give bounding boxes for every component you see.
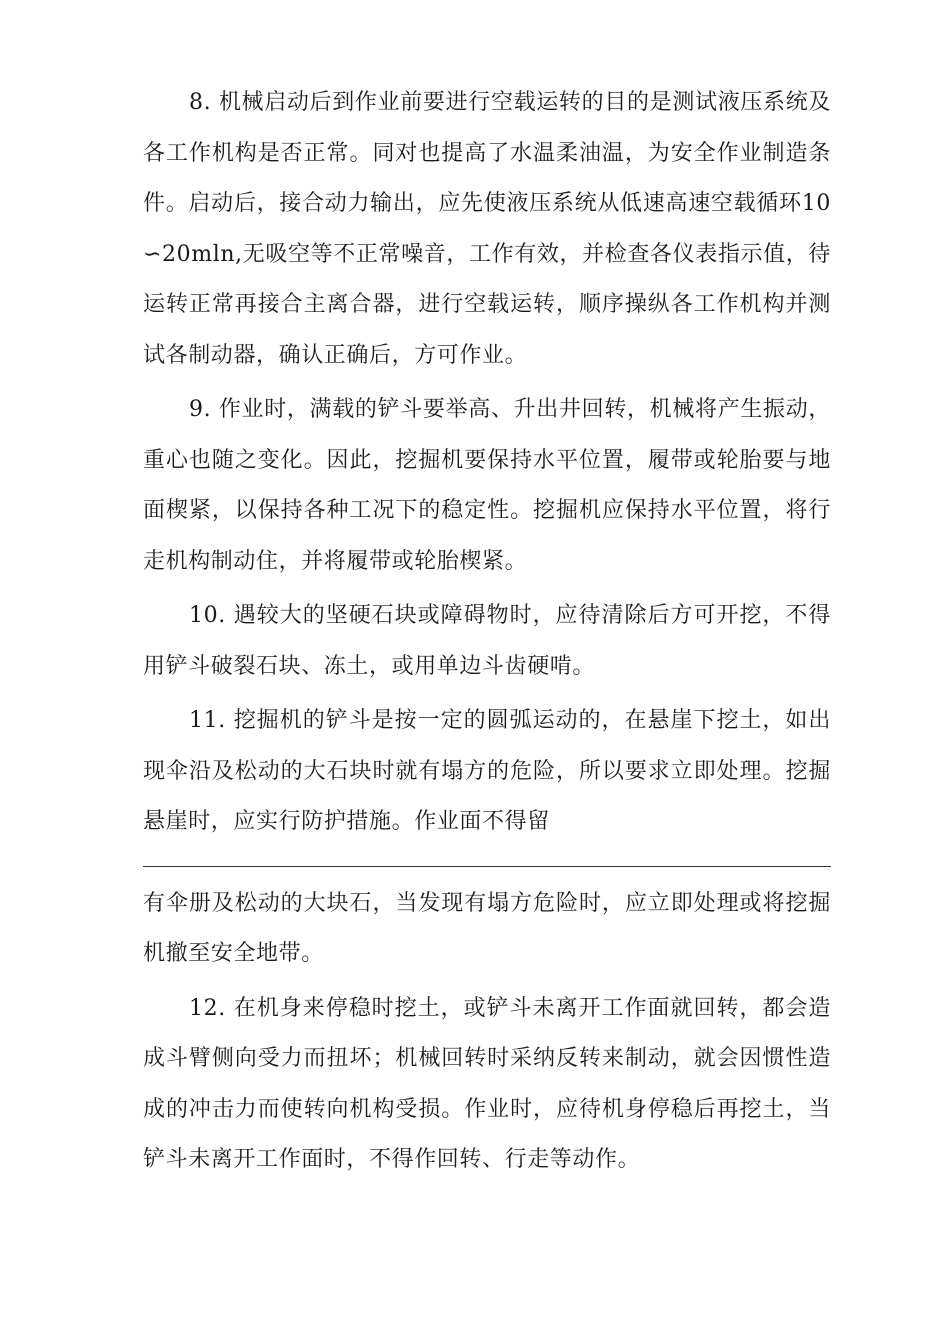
paragraph-item-11-continued: 有伞册及松动的大块石，当发现有塌方危险时，应立即处理或将挖掘机撤至安全地带。 [143, 890, 831, 966]
horizontal-divider [143, 866, 831, 867]
paragraph-item-11: 11. 挖掘机的铲斗是按一定的圆弧运动的，在悬崖下挖土，如出现伞沿及松动的大石块时就有塌方的危险，所以要求立即处理。挖掘悬崖时，应实行防护措施。作业面不得留 [143, 708, 831, 834]
paragraph-item-9: 9. 作业时，满载的铲斗要举高、升出井回转，机械将产生振动，重心也随之变化。因此，挖掘机要保持水平位置，履带或轮胎要与地面楔紧，以保持各种工况下的稳定性。挖掘机应保持水平位置，将行走机构制动住，并将履带或轮胎楔紧。 [143, 397, 831, 574]
document-page [143, 78, 831, 1186]
paragraph-item-8: 8. 机械启动后到作业前要进行空载运转的目的是测试液压系统及各工作机构是否正常。同对也提高了水温柔油温，为安全作业制造条件。启动后，接合动力输出，应先使液压系统从低速高速空载循环10∽20mln,无吸空等不正常噪音，工作有效，并检查各仪表指示值，待运转正常再接合主离合器，进行空载运转，顺序操纵各工作机构并测试各制动器，确认正确后，方可作业。 [143, 90, 831, 368]
paragraph-item-10: 10. 遇较大的坚硬石块或障碍物时，应待清除后方可开挖，不得用铲斗破裂石块、冻土，或用单边斗齿硬啃。 [143, 603, 831, 679]
paragraph-item-12: 12. 在机身来停稳时挖土，或铲斗未离开工作面就回转，都会造成斗臂侧向受力而扭坏；机械回转时采纳反转来制动，就会因惯性造成的冲击力而使转向机构受损。作业时，应待机身停稳后再挖土，当铲斗未离开工作面时，不得作回转、行走等动作。 [143, 995, 831, 1172]
